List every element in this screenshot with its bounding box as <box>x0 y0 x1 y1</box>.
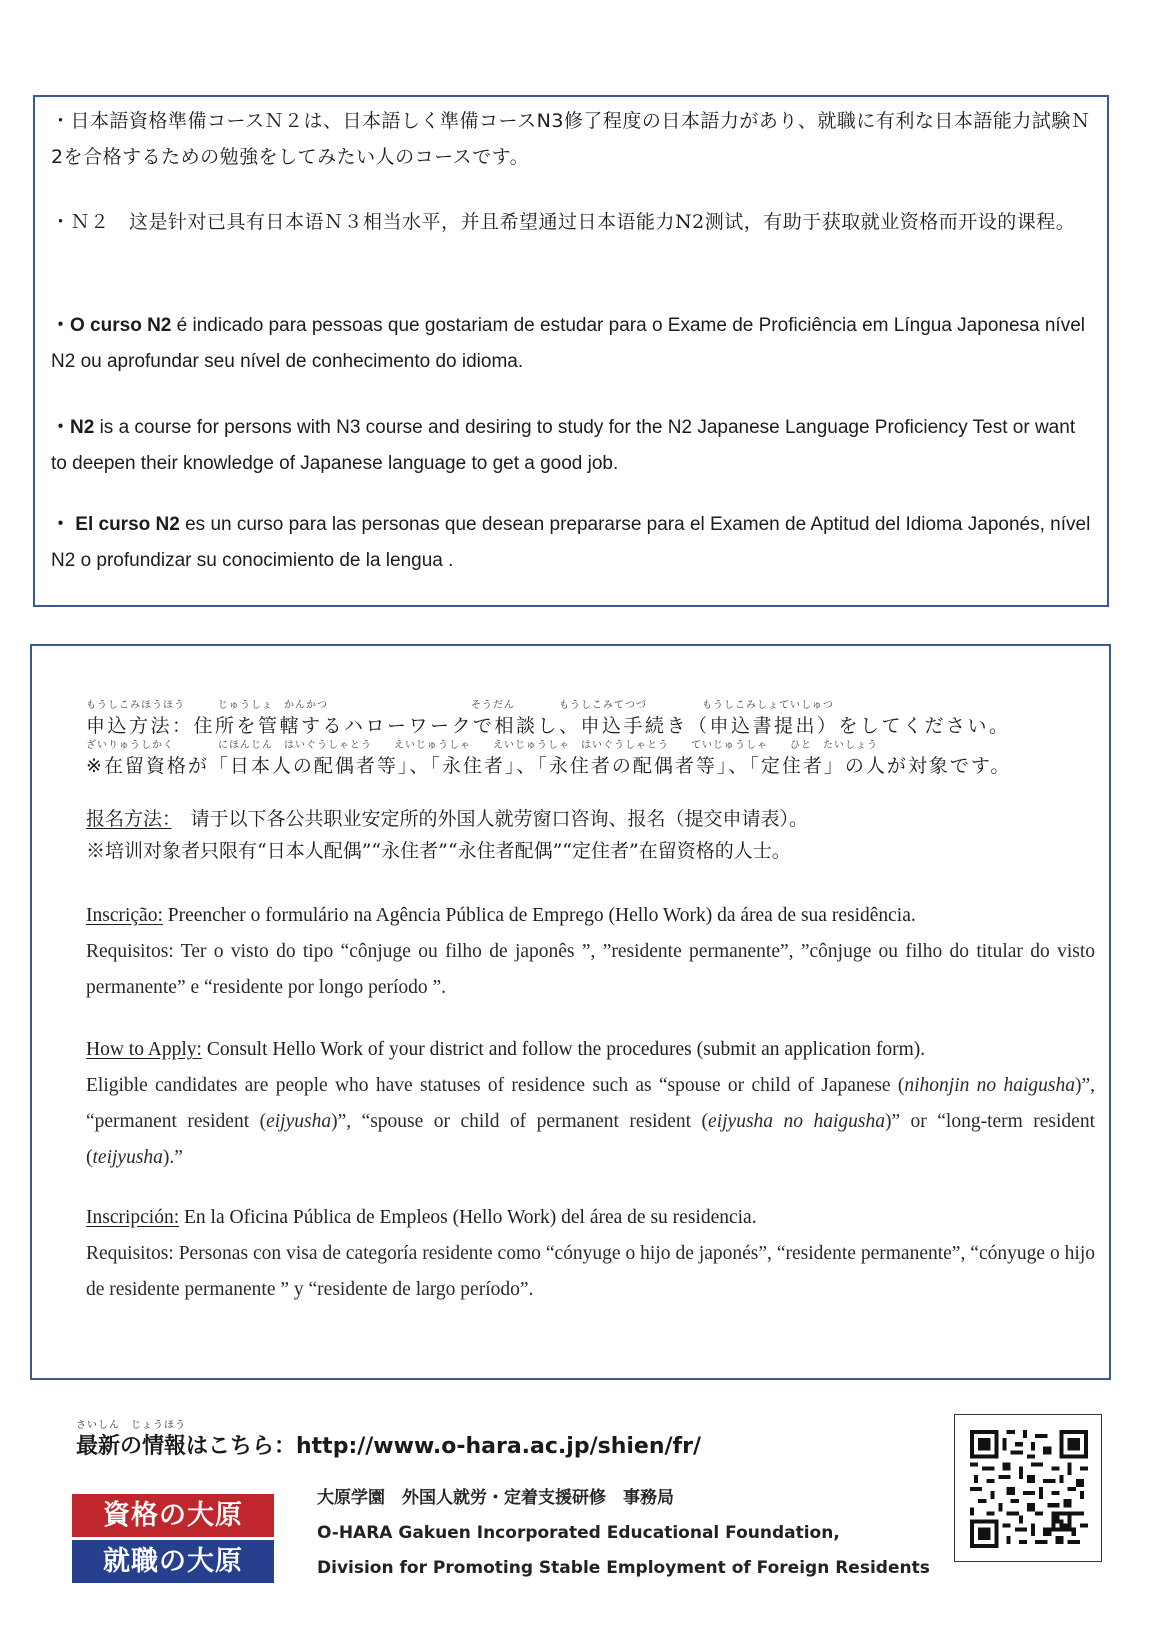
intro-es-rest: es un curso para las personas que desean prepararse para el Examen de Aptitud del Idioma Japonés, nível N2 o profundizar su conocimiento de la lengua . <box>51 514 1091 571</box>
intro-pt-rest: é indicado para pessoas que gostariam de estudar para o Exame de Proficiência em Língua Japonesa nível N2 ou aprofundar seu nível de conhecimento do idioma. <box>51 315 1085 372</box>
apply-es <box>86 1200 1095 1308</box>
apply-en <box>86 1032 1095 1176</box>
apply-ja-ruby1: もうしこみほうほう じゅうしょ かんかつ そうだん もうしこみてつづ もうしこみしょていしゅつ <box>86 700 834 711</box>
apply-en-body <box>86 1075 1095 1168</box>
apply-en-italic-1: nihonjin no haigusha <box>904 1075 1075 1096</box>
organization-info <box>317 1480 930 1586</box>
apply-en-body-5: ).” <box>162 1147 183 1168</box>
apply-en-italic-3: eijyusha no haigusha <box>708 1111 885 1132</box>
organization-en-line1: O-HARA Gakuen Incorporated Educational Foundation, <box>317 1523 840 1543</box>
intro-ja: ・日本語資格準備コースＮ２は、日本語しく準備コースN3修了程度の日本語力があり、就職に有利な日本語能力試験Ｎ2を合格するための勉強をしてみたい人のコースです。 <box>51 110 1091 168</box>
intro-pt <box>51 308 1091 380</box>
apply-ja <box>86 700 1095 780</box>
apply-en-label: How to Apply: <box>86 1039 202 1060</box>
organization-ja: 大原学園 外国人就労・定着支援研修 事務局 <box>317 1488 674 1508</box>
intro-es <box>51 507 1091 579</box>
apply-zh-line2: ※培训对象者只限有“日本人配偶”“永住者”“永住者配偶”“定住者”在留资格的人士。 <box>86 840 791 862</box>
apply-es-label: Inscripción: <box>86 1207 180 1228</box>
apply-zh-line1: 请于以下各公共职业安定所的外国人就劳窗口咨询、报名（提交申请表）。 <box>171 808 809 830</box>
logo-shikaku-no-ohara: 資格の大原 <box>72 1494 274 1537</box>
apply-en-italic-2: eijyusha <box>266 1111 332 1132</box>
apply-zh <box>86 803 1095 867</box>
logo-shushoku-no-ohara: 就職の大原 <box>72 1540 274 1583</box>
intro-pt-lead: ・O curso N2 <box>51 315 172 336</box>
intro-en-rest: is a course for persons with N3 course and desiring to study for the N2 Japanese Language Proficiency Test or want to deepen their knowledge of Japanese language to get a good job. <box>51 417 1076 474</box>
organization-en-line2: Division for Promoting Stable Employment of Foreign Residents <box>317 1558 930 1578</box>
apply-en-body-3: )”, “spouse or child of permanent resident ( <box>331 1111 709 1132</box>
apply-es-head: En la Oficina Pública de Empleos (Hello Work) del área de su residencia. <box>179 1207 757 1228</box>
apply-pt-head: Preencher o formulário na Agência Pública de Emprego (Hello Work) da área de sua residência. <box>162 905 916 926</box>
apply-en-italic-4: teijyusha <box>92 1147 163 1168</box>
apply-en-head: Consult Hello Work of your district and follow the procedures (submit an application form). <box>201 1039 926 1060</box>
apply-en-body-2: )”, “permanent resident ( <box>86 1075 1095 1132</box>
apply-ja-line1: 申込方法：住所を管轄するハローワークで相談し、申込手続き（申込書提出）をしてください。 <box>86 715 1011 737</box>
apply-en-body-4: )” or “long-term resident ( <box>86 1111 1095 1168</box>
latest-info <box>76 1420 701 1462</box>
qr-code-icon[interactable] <box>954 1414 1102 1562</box>
apply-ja-line2: ※在留資格が「日本人の配偶者等」、「永住者」、「永住者の配偶者等」、「定住者」の人が対象です。 <box>86 755 1012 777</box>
apply-pt <box>86 898 1095 1006</box>
intro-en-lead: ・N2 <box>51 417 95 438</box>
intro-zh: ・Ｎ２ 这是针对已具有日本语Ｎ３相当水平，并且希望通过日本语能力N2测试，有助于获取就业资格而开设的课程。 <box>51 211 1076 233</box>
latest-info-ruby: さいしん じょうほう <box>76 1420 186 1431</box>
intro-en <box>51 410 1091 482</box>
apply-en-body-1: Eligible candidates are people who have statuses of residence such as “spouse or child of Japanese ( <box>86 1075 905 1096</box>
course-description-box <box>33 95 1109 607</box>
how-to-apply-box <box>30 644 1111 1380</box>
intro-es-lead: ・ El curso N2 <box>51 514 180 535</box>
apply-pt-label: Inscrição: <box>86 905 163 926</box>
qr-code-graphic <box>970 1430 1088 1548</box>
apply-ja-ruby2: ざいりゅうしかく にほんじん はいぐうしゃとう えいじゅうしゃ えいじゅうしゃ はいぐうしゃとう ていじゅうしゃ ひと たいしょう <box>86 740 878 751</box>
apply-zh-label: 报名方法： <box>86 808 172 830</box>
apply-pt-body: Requisitos: Ter o visto do tipo “cônjuge ou filho de japonês ”, ”residente permanente”, ”cônjuge ou filho do titular do visto permanente” e “residente por longo período ”. <box>86 941 1095 998</box>
latest-info-url[interactable]: 最新の情報はこちら：http://www.o-hara.ac.jp/shien/fr/ <box>76 1434 701 1459</box>
apply-es-body: Requisitos: Personas con visa de categoría residente como “cónyuge o hijo de japonés”, “residente permanente”, “cónyuge o hijo de residente permanente ” y “residente de largo período”. <box>86 1243 1095 1300</box>
